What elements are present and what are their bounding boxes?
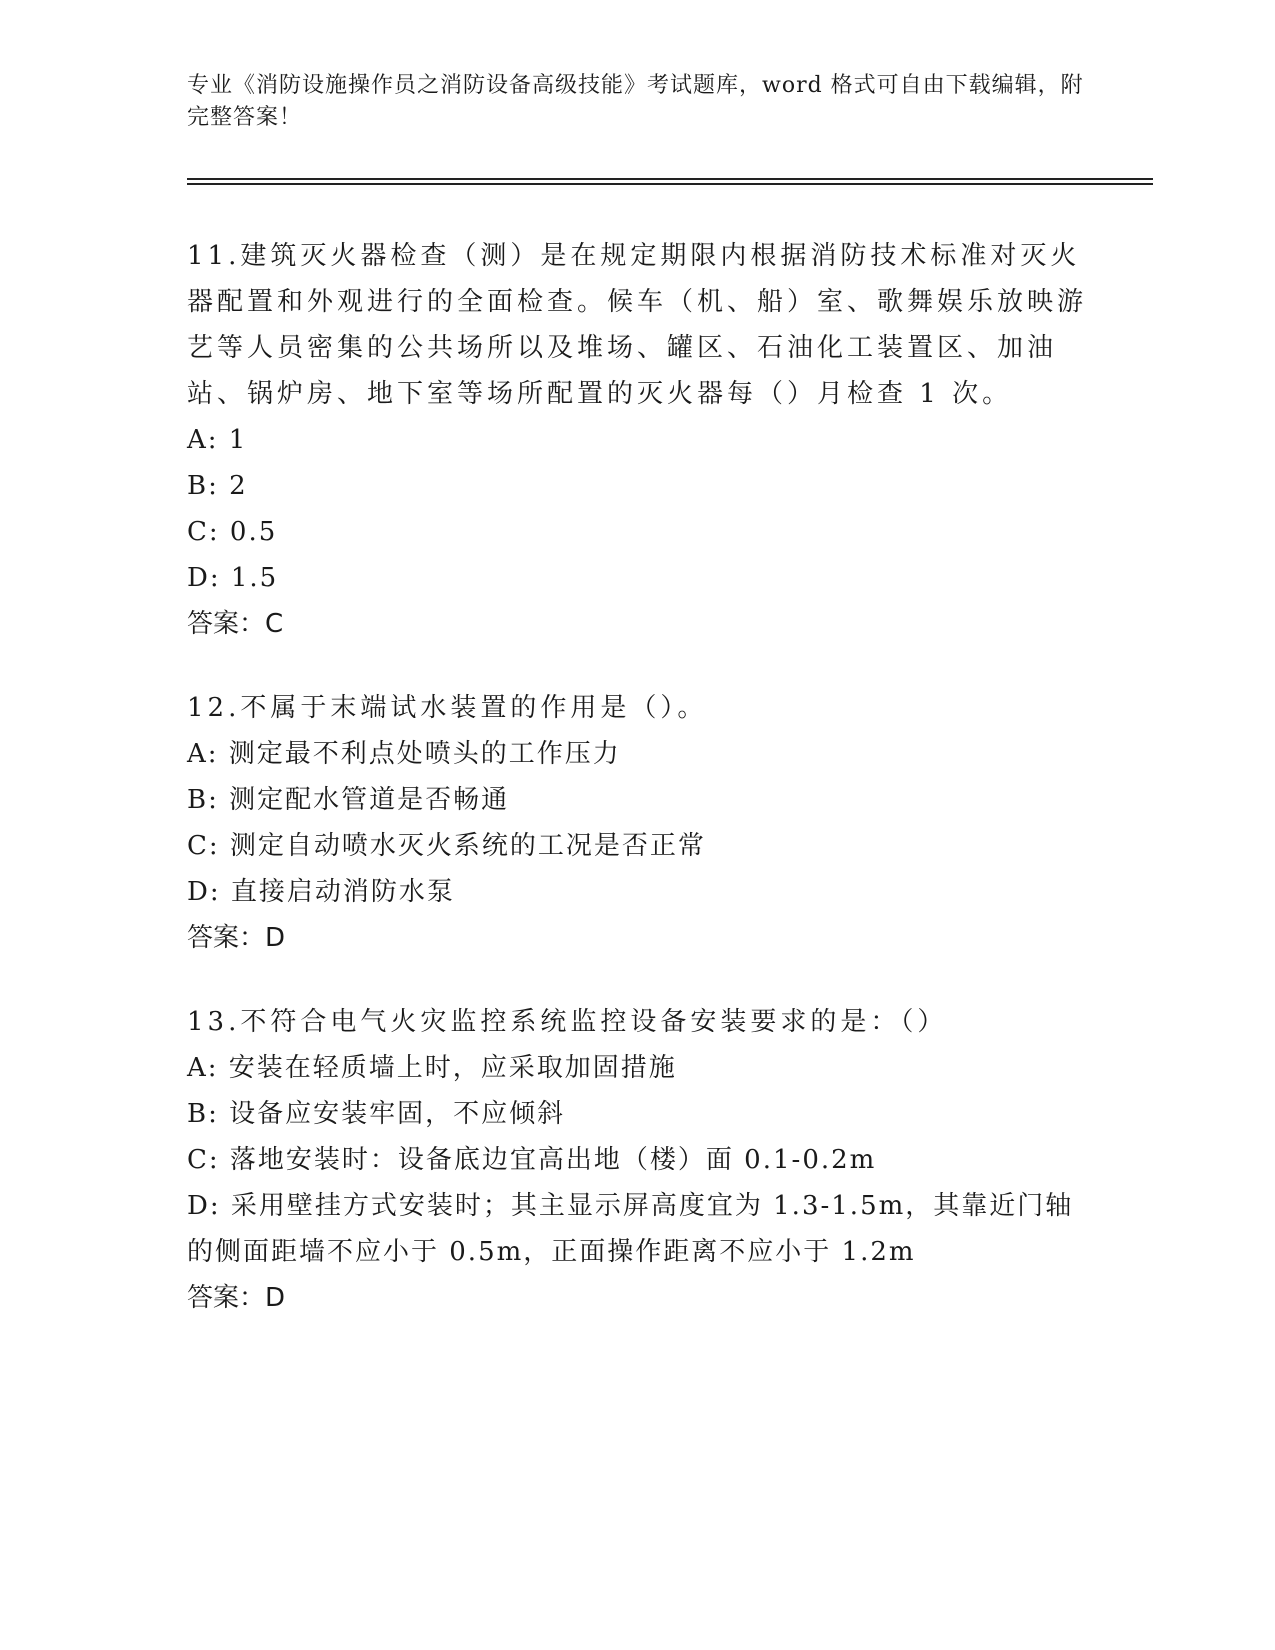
option-d: D: 1.5 [187, 563, 279, 593]
option-c: C: 0.5 [187, 517, 278, 547]
option-a: A: 1 [187, 425, 248, 455]
answer: 答案：D [187, 923, 286, 953]
question-12 [187, 685, 1087, 961]
question-13 [187, 999, 1087, 1321]
document-header: 专业《消防设施操作员之消防设备高级技能》考试题库，word 格式可自由下载编辑，附完整答案！ [187, 73, 1084, 130]
question-list [187, 233, 1087, 1359]
option-c: C: 落地安装时：设备底边宜高出地（楼）面 0.1-0.2m [187, 1145, 877, 1175]
option-d: D: 直接启动消防水泵 [187, 877, 455, 907]
option-c: C: 测定自动喷水灭火系统的工况是否正常 [187, 831, 706, 861]
option-d: D: 采用壁挂方式安装时；其主显示屏高度宜为 1.3-1.5m，其靠近门轴的侧面距墙不应小于 0.5m，正面操作距离不应小于 1.2m [187, 1191, 1074, 1267]
question-stem: 12.不属于末端试水装置的作用是（）。 [187, 693, 708, 723]
answer: 答案：D [187, 1283, 286, 1313]
option-b: B: 2 [187, 471, 248, 501]
question-stem: 11.建筑灭火器检查（测）是在规定期限内根据消防技术标准对灭火器配置和外观进行的全面检查。候车（机、船）室、歌舞娱乐放映游艺等人员密集的公共场所以及堆场、罐区、石油化工装置区、加油站、锅炉房、地下室等场所配置的灭火器每（）月检查 1 次。 [187, 241, 1088, 409]
question-11 [187, 233, 1087, 647]
header-divider-bottom [187, 183, 1153, 185]
question-stem: 13.不符合电气火灾监控系统监控设备安装要求的是：（） [187, 1007, 948, 1037]
option-b: B: 测定配水管道是否畅通 [187, 785, 510, 815]
answer: 答案：C [187, 609, 284, 639]
option-a: A: 测定最不利点处喷头的工作压力 [187, 739, 621, 769]
option-a: A: 安装在轻质墙上时，应采取加固措施 [187, 1053, 677, 1083]
header-divider-top [187, 178, 1153, 180]
option-b: B: 设备应安装牢固，不应倾斜 [187, 1099, 566, 1129]
